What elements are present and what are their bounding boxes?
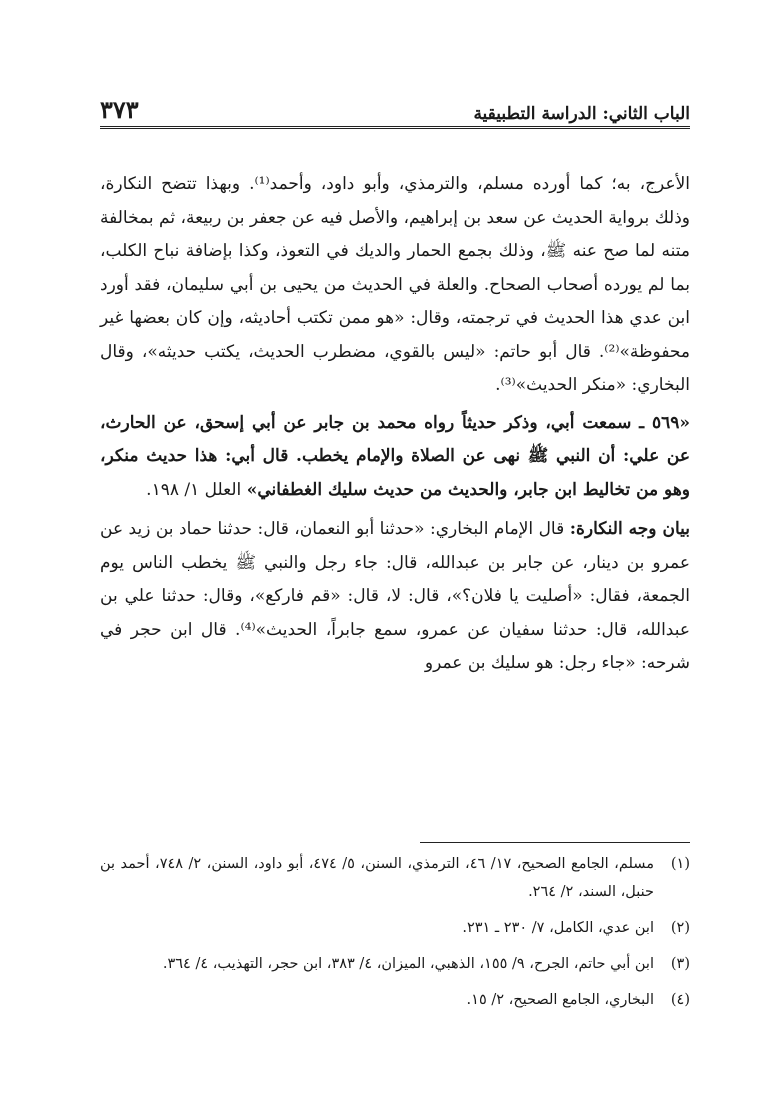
paragraph: الأعرج، به؛ كما أورده مسلم، والترمذي، وأبو داود، وأحمد⁽¹⁾. وبهذا تتضح النكارة، وذلك برواية الحديث عن سعد بن إبراهيم، والأصل فيه عن جعفر بن ربيعة، ثم بمخالفة متنه لما صح عنه ﷺ، وذلك بجمع الحمار والديك في التعوذ، وكذا بإضافة نباح الكلب، بما لم يورده أصحاب الصحاح. والعلة في الحديث من يحيى بن أبي سليمان، فقد أورد ابن عدي هذا الحديث في ترجمته، وقال: «هو ممن تكتب أحاديثه، وإن كان بعضها غير محفوظة»⁽²⁾. قال أبو حاتم: «ليس بالقوي، مضطرب الحديث، يكتب حديثه»، وقال البخاري: «منكر الحديث»⁽³⁾. <box>100 174 691 395</box>
hadith-reference: العلل ١/ ١٩٨. <box>146 479 247 500</box>
chapter-title: الباب الثاني: الدراسة التطبيقية <box>473 104 690 124</box>
footnote-text: البخاري، الجامع الصحيح، ٢/ ١٥. <box>466 992 654 1008</box>
footnote-number: (٤) <box>670 992 690 1008</box>
section-text: قال الإمام البخاري: «حدثنا أبو النعمان، قال: حدثنا حماد بن زيد عن عمرو بن دينار، عن جابر بن عبدالله، قال: جاء رجل والنبي ﷺ يخطب الناس يوم الجمعة، فقال: «أصليت يا فلان؟»، قال: لا، قال: «قم فاركع»، وقال: حدثنا علي بن عبدالله، قال: حدثنا سفيان عن عمرو، سمع جابراً، الحديث»⁽⁴⁾. قال ابن حجر في شرحه: «جاء رجل: هو سليك بن عمرو <box>100 519 690 673</box>
hadith-text: «٥٦٩ ـ سمعت أبي، وذكر حديثاً رواه محمد بن جابر عن أبي إسحق، عن الحارث، عن علي: أن النبي ﷺ نهى عن الصلاة والإمام يخطب. قال أبي: هذا حديث منكر، وهو من تخاليط ابن جابر، والحديث من حديث سليك الغطفاني» <box>100 412 690 500</box>
footnotes <box>100 850 690 1022</box>
footnote-text: ابن أبي حاتم، الجرح، ٩/ ١٥٥، الذهبي، الميزان، ٤/ ٣٨٣، ابن حجر، التهذيب، ٤/ ٣٦٤. <box>162 956 654 972</box>
footnote-number: (١) <box>670 856 690 872</box>
section-paragraph <box>100 513 690 681</box>
footnote <box>100 986 690 1014</box>
section-title: بيان وجه النكارة: <box>569 519 690 539</box>
footnote-number: (٣) <box>670 956 690 972</box>
running-header <box>100 88 690 124</box>
page-number: ٣٧٣ <box>100 95 139 124</box>
footnote <box>100 950 690 978</box>
hadith-quote <box>100 407 690 508</box>
footnote-rule <box>420 842 690 843</box>
footnote <box>100 850 690 906</box>
footnote-text: مسلم، الجامع الصحيح، ١٧/ ٤٦، الترمذي، السنن، ٥/ ٤٧٤، أبو داود، السنن، ٢/ ٧٤٨، أحمد بن حنبل، السند، ٢/ ٢٦٤. <box>100 856 655 900</box>
footnote-text: ابن عدي، الكامل، ٧/ ٢٣٠ ـ ٢٣١. <box>462 920 654 936</box>
header-rule <box>100 126 690 129</box>
footnote <box>100 914 690 942</box>
footnote-number: (٢) <box>670 920 690 936</box>
main-text <box>100 168 690 681</box>
